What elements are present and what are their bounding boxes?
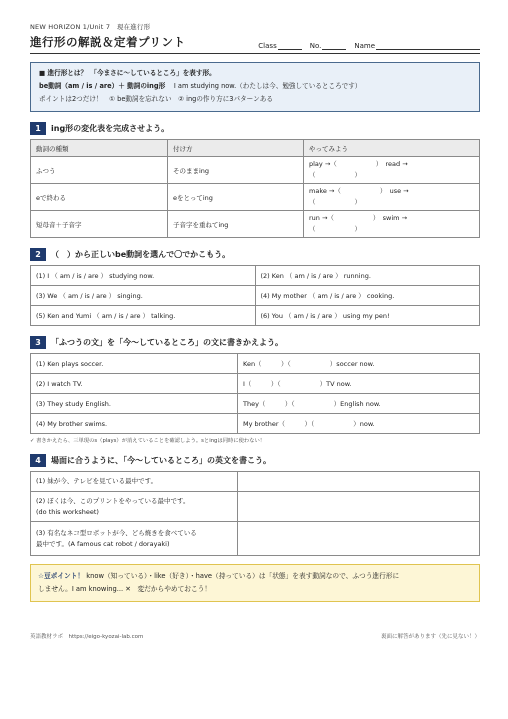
column-header-practice: やってみよう (304, 140, 480, 157)
table-row (31, 492, 480, 522)
prompt-cell (31, 492, 238, 522)
section-4-title: 場面に合うように、「今～しているところ」の英文を書こう。 (51, 455, 271, 465)
intro-points: ポイントは2つだけ！ ① be動詞を忘れない ② ingの作り方に3パターンある (39, 95, 273, 103)
section-2-title: （ ）から正しいbe動詞を選んで〇でかこもう。 (51, 249, 231, 259)
table-row (31, 306, 480, 326)
footer (30, 632, 480, 640)
question-cell[interactable]: (5) Ken and Yumi （ am / is / are ） talking. (31, 306, 256, 326)
prompt-line: (2) ぼくは今、このプリントをやっている最中です。 (36, 496, 190, 505)
student-info-fields (258, 42, 480, 50)
prompt-line: (1) 妹が今、テレビを見ている最中です。 (36, 477, 158, 485)
intro-formula: be動詞（am / is / are）＋ 動詞のing形 (39, 82, 166, 90)
method-cell: そのままing (168, 157, 304, 184)
prompt-cell (31, 522, 238, 556)
verb-type-cell: ふつう (31, 157, 168, 184)
answer-cell[interactable] (238, 472, 480, 492)
intro-definition: ■ 進行形とは？ 「今まさに～しているところ」を表す形。 (39, 69, 216, 77)
header-subtitle: NEW HORIZON 1/Unit 7 現在進行形 (30, 23, 151, 31)
tip-text-1: know（知っている）・like（好き）・have（持っている）は「状態」を表す動詞なので、ふつう進行形に (86, 572, 400, 580)
original-sentence-cell: (1) Ken plays soccer. (31, 354, 238, 374)
table-row (31, 157, 480, 184)
prompt-line: (3) 有名なネコ型ロボットが今、どら焼きを食べている (36, 528, 197, 537)
section-4-heading (30, 453, 480, 467)
table-row (31, 522, 480, 556)
prompt-hint: (do this worksheet) (36, 507, 99, 516)
table-row (31, 266, 480, 286)
section-1-heading (30, 121, 480, 135)
practice-line: make →（ ） use → (309, 187, 409, 195)
table-header-row (31, 140, 480, 157)
tip-text-2: しません。I am knowing... ✕ 変だからやめておこう！ (38, 585, 212, 593)
practice-line: （ ） (309, 198, 361, 206)
rewrite-table (30, 353, 480, 434)
practice-cell[interactable] (304, 184, 480, 211)
section-3-number: 3 (30, 336, 46, 349)
practice-line: （ ） (309, 171, 361, 179)
table-row (31, 472, 480, 492)
tip-line-1 (38, 570, 472, 583)
practice-line: play →（ ） read → (309, 160, 408, 168)
table-row (31, 414, 480, 434)
table-row (31, 211, 480, 238)
name-blank[interactable] (376, 42, 480, 50)
practice-cell[interactable] (304, 157, 480, 184)
column-header-verb-type: 動詞の種類 (31, 140, 168, 157)
column-header-method: 付け方 (168, 140, 304, 157)
class-label: Class (258, 42, 277, 50)
table-row (31, 354, 480, 374)
verb-type-cell: eで終わる (31, 184, 168, 211)
verb-type-cell: 短母音＋子音字 (31, 211, 168, 238)
number-blank[interactable] (322, 42, 346, 50)
answer-cell[interactable]: They（ ）（ ）English now. (238, 394, 480, 414)
title-row (30, 34, 480, 54)
intro-box (30, 62, 480, 112)
section-2-heading (30, 247, 480, 261)
section-3-note: ✓ 書きかえたら、三単現のs（plays）が消えていることを確認しよう。sとingは同時に使わない！ (30, 438, 266, 444)
name-label: Name (354, 42, 375, 50)
footer-source: 英語教材ラボ https://eigo-kyozai-lab.com (30, 634, 144, 640)
method-cell: 子音字を重ねてing (168, 211, 304, 238)
practice-line: run →（ ） swim → (309, 214, 408, 222)
table-row (31, 286, 480, 306)
answer-cell[interactable]: My brother（ ）（ ）now. (238, 414, 480, 434)
section-3-heading (30, 335, 480, 349)
section-3-title: 「ふつうの文」を「今～しているところ」の文に書きかえよう。 (51, 337, 283, 347)
question-cell[interactable]: (3) We （ am / is / are ） singing. (31, 286, 256, 306)
question-cell[interactable]: (6) You （ am / is / are ） using my pen! (255, 306, 480, 326)
original-sentence-cell: (4) My brother swims. (31, 414, 238, 434)
table-row (31, 374, 480, 394)
practice-line: （ ） (309, 225, 361, 233)
number-label: No. (309, 42, 322, 50)
table-row (31, 394, 480, 414)
prompt-hint: 最中です。(A famous cat robot / dorayaki) (36, 539, 170, 548)
question-cell[interactable]: (1) I （ am / is / are ） studying now. (31, 266, 256, 286)
number-field[interactable] (310, 42, 347, 50)
class-field[interactable] (258, 42, 301, 50)
practice-cell[interactable] (304, 211, 480, 238)
page-title: 進行形の解説＆定着プリント (30, 35, 186, 49)
worksheet-page (30, 22, 480, 602)
answer-cell[interactable]: Ken（ ）（ ）soccer now. (238, 354, 480, 374)
be-verb-choice-table (30, 265, 480, 326)
intro-example: I am studying now.（わたしは今、勉強しているところです） (173, 82, 362, 90)
section-4-number: 4 (30, 454, 46, 467)
question-cell[interactable]: (2) Ken （ am / is / are ） running. (255, 266, 480, 286)
question-cell[interactable]: (4) My mother （ am / is / are ） cooking. (255, 286, 480, 306)
method-cell: eをとってing (168, 184, 304, 211)
ing-form-table (30, 139, 480, 238)
tip-label: ☆豆ポイント！ (38, 572, 85, 580)
class-blank[interactable] (278, 42, 302, 50)
section-1-title: ing形の変化表を完成させよう。 (51, 123, 170, 133)
intro-formula-line (39, 80, 471, 93)
answer-cell[interactable]: I（ ）（ ）TV now. (238, 374, 480, 394)
composition-table (30, 471, 480, 556)
original-sentence-cell: (3) They study English. (31, 394, 238, 414)
answer-cell[interactable] (238, 522, 480, 556)
original-sentence-cell: (2) I watch TV. (31, 374, 238, 394)
section-2-number: 2 (30, 248, 46, 261)
answer-cell[interactable] (238, 492, 480, 522)
tip-box (30, 564, 480, 602)
table-row (31, 184, 480, 211)
name-field[interactable] (354, 42, 480, 50)
footer-answer-note: 裏面に解答があります（先に見ない！） (380, 634, 480, 640)
prompt-cell (31, 472, 238, 492)
section-1-number: 1 (30, 122, 46, 135)
